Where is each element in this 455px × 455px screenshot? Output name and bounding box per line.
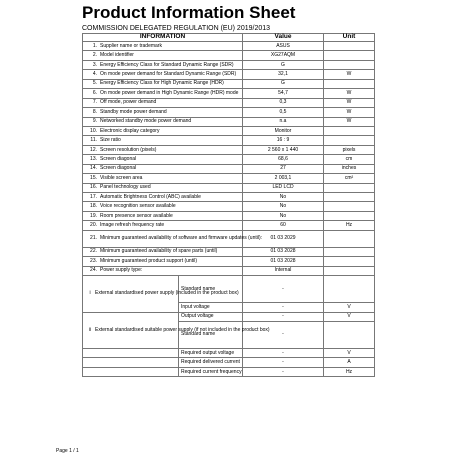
psu-ii-row <box>83 367 375 376</box>
row-number: 16. <box>90 184 97 191</box>
table-body-extended <box>83 230 375 377</box>
row-label-text: Screen diagonal <box>100 165 137 172</box>
row-unit <box>324 266 375 275</box>
row-number: 18. <box>90 203 97 210</box>
row-label <box>83 98 243 107</box>
row-unit: W <box>324 98 375 107</box>
row-value: Internal <box>243 266 324 275</box>
row-label-text: Minimum guaranteed availability of spare parts (until) <box>100 248 218 255</box>
psu-sub-unit: V <box>324 312 375 321</box>
table-row <box>83 108 375 117</box>
row-unit: Hz <box>324 221 375 230</box>
row-number: 20. <box>90 222 97 229</box>
psu-sub-unit <box>324 276 375 303</box>
row-number: 22. <box>90 248 97 255</box>
row-label-text: Electronic display category <box>100 127 160 134</box>
table-row <box>83 42 375 51</box>
row-label-text: Size ratio <box>100 137 121 144</box>
row-label-text: Automatic Brightness Control (ABC) available <box>100 193 201 200</box>
row-label <box>83 42 243 51</box>
table-row <box>83 174 375 183</box>
psu-i-row <box>83 276 375 303</box>
psu-sub-value: - <box>243 276 324 303</box>
row-label-text: Voice recognition sensor available <box>100 203 176 210</box>
row-label <box>83 183 243 192</box>
row-value: 2 003,1 <box>243 174 324 183</box>
psu-sub-label: Required output voltage <box>179 348 243 357</box>
row-number: 5. <box>92 80 97 87</box>
row-number: 6. <box>92 89 97 96</box>
product-information-table <box>82 33 375 377</box>
row-number: 12. <box>90 146 97 153</box>
table-row <box>83 117 375 126</box>
row-label <box>83 79 243 88</box>
row-value: XG27AQM <box>243 51 324 60</box>
row-number: 7. <box>92 99 97 106</box>
row-label <box>83 117 243 126</box>
table-row <box>83 202 375 211</box>
table-header-row <box>83 34 375 42</box>
row-number: 21. <box>90 235 97 242</box>
table-row <box>83 221 375 230</box>
row-unit <box>324 193 375 202</box>
header-value: Value <box>243 34 324 42</box>
table-row <box>83 230 375 247</box>
psu-i-row <box>83 312 375 321</box>
row-unit: cm² <box>324 174 375 183</box>
row-label-text: Minimum guaranteed availability of software and firmware updates (until): <box>100 235 263 242</box>
row-label-text: Networked standby mode power demand <box>100 118 192 125</box>
psu-ii-text: External standardised suitable power supply (if not included in the product box) <box>95 326 270 333</box>
row-label-text: Screen diagonal <box>100 155 137 162</box>
psu-sub-label: Standard name <box>179 276 243 303</box>
row-unit <box>324 183 375 192</box>
row-number: 9. <box>92 118 97 125</box>
row-label <box>83 247 243 256</box>
regulation-subtitle: COMMISSION DELEGATED REGULATION (EU) 2019/2013 <box>82 25 271 32</box>
psu-sub-label: Output voltage <box>179 312 243 321</box>
psu-sub-label: Input voltage <box>179 303 243 312</box>
row-label-text: Energy Efficiency Class for High Dynamic Range (HDR) <box>100 80 224 87</box>
row-value: 2 560 x 1 440 <box>243 145 324 154</box>
psu-i-roman: i <box>89 290 91 297</box>
psu-sub-value: - <box>243 303 324 312</box>
row-label-text: On mode power demand for Standard Dynamic Range (SDR) <box>100 71 237 78</box>
row-number: 13. <box>90 155 97 162</box>
row-label-text: Energy Efficiency Class for Standard Dynamic Range (SDR) <box>100 61 234 68</box>
row-value: 01 03 2028 <box>243 257 324 266</box>
row-number: 23. <box>90 257 97 264</box>
row-value: ASUS <box>243 42 324 51</box>
row-unit <box>324 230 375 247</box>
psu-spacer <box>83 367 179 376</box>
row-label <box>83 60 243 69</box>
psu-sub-value: - <box>243 367 324 376</box>
row-value: No <box>243 193 324 202</box>
psu-sub-value: - <box>243 312 324 321</box>
row-unit <box>324 202 375 211</box>
table-row <box>83 51 375 60</box>
row-value: 32,1 <box>243 70 324 79</box>
psu-sub-unit: V <box>324 303 375 312</box>
table-row <box>83 266 375 275</box>
psu-ii-row <box>83 358 375 367</box>
row-number: 11. <box>90 137 97 144</box>
row-label <box>83 164 243 173</box>
row-value: Monitor <box>243 126 324 135</box>
row-number: 10. <box>90 127 97 134</box>
row-value: 54,7 <box>243 89 324 98</box>
table-row <box>83 193 375 202</box>
row-label <box>83 51 243 60</box>
psu-sub-value: - <box>243 348 324 357</box>
row-number: 8. <box>92 108 97 115</box>
row-label-text: Standby mode power demand <box>100 108 167 115</box>
row-label <box>83 266 243 275</box>
row-number: 4. <box>92 71 97 78</box>
row-label-text: Panel technology used <box>100 184 151 191</box>
row-value: 16 : 9 <box>243 136 324 145</box>
row-unit: inches <box>324 164 375 173</box>
row-value: 60 <box>243 221 324 230</box>
row-label-text: Off mode, power demand <box>100 99 157 106</box>
table-row <box>83 247 375 256</box>
psu-spacer <box>83 348 179 357</box>
row-unit: W <box>324 70 375 79</box>
row-value: 0,3 <box>243 98 324 107</box>
row-number: 14. <box>90 165 97 172</box>
psu-i-text: External standardised power supply (included in the product box) <box>95 290 239 297</box>
row-unit <box>324 136 375 145</box>
table-body <box>83 42 375 231</box>
row-value: G <box>243 60 324 69</box>
row-label <box>83 257 243 266</box>
row-label-text: Room presence sensor available <box>100 212 173 219</box>
row-number: 19. <box>90 212 97 219</box>
row-label-text: Supplier name or trademark <box>100 42 162 49</box>
row-value: 27 <box>243 164 324 173</box>
table-row <box>83 79 375 88</box>
psu-ii-roman: ii <box>88 326 92 333</box>
row-label <box>83 230 263 247</box>
row-value: 01 03 2028 <box>243 247 324 256</box>
row-unit <box>324 42 375 51</box>
psu-sub-value: - <box>243 321 324 348</box>
row-unit: cm <box>324 155 375 164</box>
row-value: No <box>243 202 324 211</box>
row-value: n.a <box>243 117 324 126</box>
row-label <box>83 221 243 230</box>
row-label <box>83 155 243 164</box>
sheet-title: Product Information Sheet <box>82 3 296 22</box>
row-label <box>83 202 243 211</box>
row-label <box>83 211 243 220</box>
psu-sub-unit: V <box>324 348 375 357</box>
row-unit <box>324 247 375 256</box>
row-number: 3. <box>92 61 97 68</box>
row-label <box>83 89 243 98</box>
row-label-text: Power supply type: <box>100 267 143 274</box>
table-row <box>83 183 375 192</box>
row-value: G <box>243 79 324 88</box>
row-unit <box>324 211 375 220</box>
table-row <box>83 98 375 107</box>
row-label-text: Model identifier <box>100 52 134 59</box>
table-row <box>83 89 375 98</box>
table-row <box>83 136 375 145</box>
psu-sub-label: Standard name <box>179 321 243 348</box>
row-number: 17. <box>90 193 97 200</box>
row-label <box>83 193 243 202</box>
table-row <box>83 155 375 164</box>
row-label <box>83 126 243 135</box>
row-label <box>83 70 243 79</box>
row-value: No <box>243 211 324 220</box>
psu-sub-label: Required delivered current <box>179 358 243 367</box>
header-unit: Unit <box>324 34 375 42</box>
table-row <box>83 145 375 154</box>
row-label <box>83 145 243 154</box>
psu-sub-unit: A <box>324 358 375 367</box>
row-unit: pixels <box>324 145 375 154</box>
table-row <box>83 164 375 173</box>
psu-sub-unit <box>324 321 375 348</box>
row-unit <box>324 126 375 135</box>
row-number: 24. <box>90 267 97 274</box>
psu-sub-unit: Hz <box>324 367 375 376</box>
psu-ii-row <box>83 348 375 357</box>
row-value: 01 03 2029 <box>243 230 324 247</box>
row-label-text: Screen resolution (pixels) <box>100 146 157 153</box>
row-value: 0,5 <box>243 108 324 117</box>
psu-sub-value: - <box>243 358 324 367</box>
row-value: LED LCD <box>243 183 324 192</box>
page-number: Page 1 / 1 <box>56 448 79 454</box>
row-label-text: Visible screen area <box>100 174 143 181</box>
psu-spacer <box>83 358 179 367</box>
row-unit <box>324 257 375 266</box>
row-number: 15. <box>90 174 97 181</box>
row-label <box>83 108 243 117</box>
row-unit <box>324 51 375 60</box>
row-value: 68,6 <box>243 155 324 164</box>
row-label-text: Minimum guaranteed product support (until) <box>100 257 197 264</box>
row-number: 1. <box>92 42 97 49</box>
table-row <box>83 257 375 266</box>
row-label <box>83 136 243 145</box>
row-unit <box>324 79 375 88</box>
table-row <box>83 60 375 69</box>
row-label-text: Image refresh frequency rate <box>100 222 165 229</box>
header-information: INFORMATION <box>83 34 243 42</box>
psu-sub-label: Required current frequency <box>179 367 243 376</box>
row-number: 2. <box>92 52 97 59</box>
table-row <box>83 211 375 220</box>
row-label <box>83 174 243 183</box>
row-unit <box>324 60 375 69</box>
row-unit: W <box>324 108 375 117</box>
row-unit: W <box>324 117 375 126</box>
table-row <box>83 70 375 79</box>
row-unit: W <box>324 89 375 98</box>
table-row <box>83 126 375 135</box>
row-label-text: On mode power demand in High Dynamic Range (HDR) mode <box>100 89 239 96</box>
